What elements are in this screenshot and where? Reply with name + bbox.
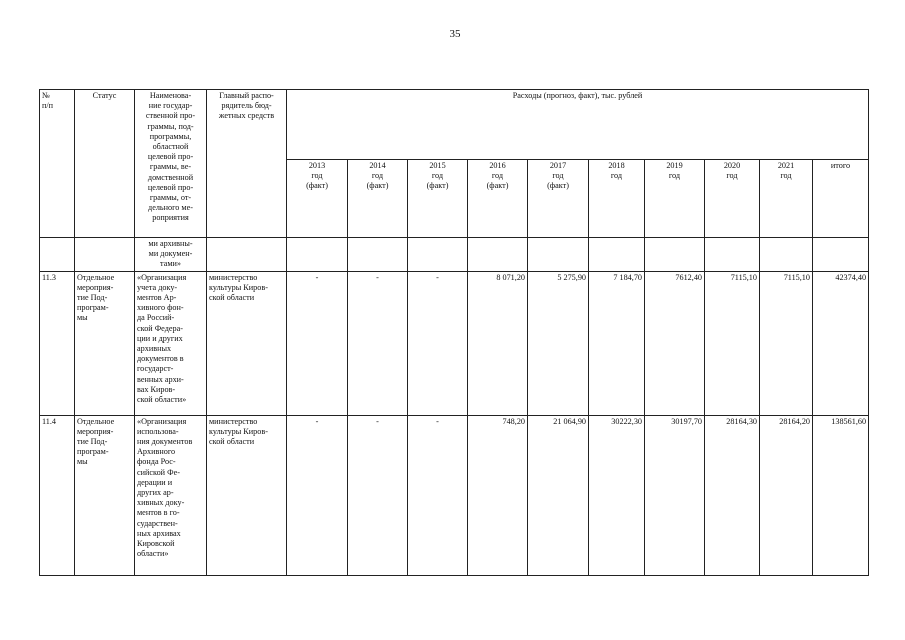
- value-2018: 7 184,70: [589, 271, 645, 415]
- cell: [528, 238, 589, 272]
- header-year-2016: 2016 год (факт): [468, 160, 528, 238]
- cell: [468, 238, 528, 272]
- cell: [40, 238, 75, 272]
- header-year-2014: 2014 год (факт): [348, 160, 408, 238]
- value-2013: -: [287, 415, 348, 575]
- header-year-2017: 2017 год (факт): [528, 160, 589, 238]
- header-expenses: Расходы (прогноз, факт), тыс. рублей: [287, 90, 869, 160]
- value-2017: 21 064,90: [528, 415, 589, 575]
- value-total: 42374,40: [813, 271, 869, 415]
- header-year-2013: 2013 год (факт): [287, 160, 348, 238]
- cell: [589, 238, 645, 272]
- value-2020: 7115,10: [705, 271, 760, 415]
- header-distributor: Главный распо- рядитель бюд- жетных средств: [207, 90, 287, 238]
- table-row: [40, 415, 869, 575]
- row-distributor: министерство культуры Киров- ской области: [207, 271, 287, 415]
- header-name: Наименова- ние государ- ственной про- граммы, под- программы, областной целевой про- граммы, ве- домственной целевой про- граммы, от- дельного ме- роприятия: [135, 90, 207, 238]
- value-2017: 5 275,90: [528, 271, 589, 415]
- cell: [287, 238, 348, 272]
- value-2015: -: [408, 271, 468, 415]
- value-2019: 7612,40: [645, 271, 705, 415]
- value-2013: -: [287, 271, 348, 415]
- cell: [408, 238, 468, 272]
- row-name: «Организация использова- ния документов Архивного фонда Рос- сийской Фе- дерации и других ар- хивных доку- ментов в го- сударствен- ных архивах Кировской области»: [135, 415, 207, 575]
- row-distributor: министерство культуры Киров- ской области: [207, 415, 287, 575]
- cell: [760, 238, 813, 272]
- value-2020: 28164,30: [705, 415, 760, 575]
- value-total: 138561,60: [813, 415, 869, 575]
- value-2021: 28164,20: [760, 415, 813, 575]
- value-2016: 8 071,20: [468, 271, 528, 415]
- value-2016: 748,20: [468, 415, 528, 575]
- cell: [705, 238, 760, 272]
- header-status: Статус: [75, 90, 135, 238]
- value-2021: 7115,10: [760, 271, 813, 415]
- header-num: № п/п: [40, 90, 75, 238]
- header-row-1: [40, 90, 869, 160]
- header-year-2015: 2015 год (факт): [408, 160, 468, 238]
- value-2015: -: [408, 415, 468, 575]
- header-year-2020: 2020 год: [705, 160, 760, 238]
- cell: [207, 238, 287, 272]
- row-status: Отдельное мероприя- тие Под- програм- мы: [75, 415, 135, 575]
- continuation-name: ми архивны- ми докумен- тами»: [135, 238, 207, 272]
- header-total: итого: [813, 160, 869, 238]
- value-2019: 30197,70: [645, 415, 705, 575]
- cell: [348, 238, 408, 272]
- cell: [645, 238, 705, 272]
- header-year-2018: 2018 год: [589, 160, 645, 238]
- value-2018: 30222,30: [589, 415, 645, 575]
- table-row: [40, 271, 869, 415]
- header-year-2019: 2019 год: [645, 160, 705, 238]
- value-2014: -: [348, 415, 408, 575]
- cell: [75, 238, 135, 272]
- row-name: «Организация учета доку- ментов Ар- хивного фон- да Россий- ской Федера- ции и других архивных документов в государст- венных архи- вах Киров- ской области»: [135, 271, 207, 415]
- row-status: Отдельное мероприя- тие Под- програм- мы: [75, 271, 135, 415]
- expenses-table: [39, 89, 869, 576]
- header-year-2021: 2021 год: [760, 160, 813, 238]
- cell: [813, 238, 869, 272]
- value-2014: -: [348, 271, 408, 415]
- row-num: 11.3: [40, 271, 75, 415]
- row-num: 11.4: [40, 415, 75, 575]
- page-number: 35: [449, 28, 461, 40]
- continuation-row: [40, 238, 869, 272]
